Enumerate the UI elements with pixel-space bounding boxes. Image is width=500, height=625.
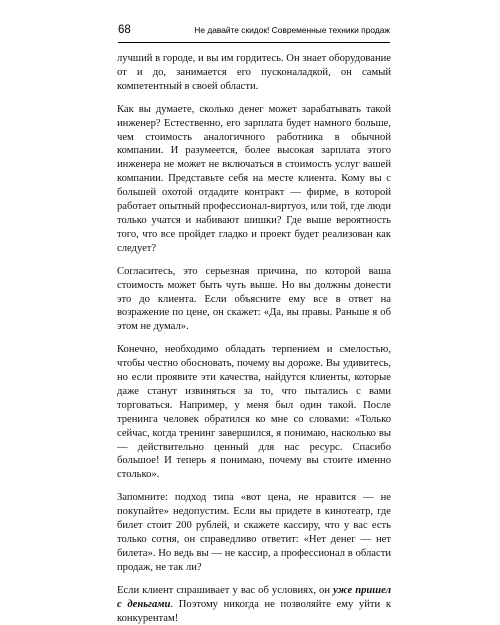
running-title: Не давайте скидок! Современные техники продаж xyxy=(194,25,390,35)
running-header xyxy=(118,20,390,43)
paragraph: Как вы думаете, сколько денег может зарабатывать такой инженер? Естественно, его зарплата будет намного больше, чем стоимость аналогичного работника в обычной компании. И разумеется, более высокая зарплата этого инженера не может не включаться в стоимость услуг вашей компании. Представьте себя на месте клиента. Кому вы с большей охотой отдадите контракт — фирме, в которой работает опытный профессионал-виртуоз, или той, где люди только учатся и набивают шишки? Где выше вероятность того, что все пройдет гладко и проект будет реализован как следует? xyxy=(117,103,391,254)
emphasis-text: уже пришел с деньгами xyxy=(117,584,392,610)
body-text xyxy=(117,52,391,625)
paragraph: Согласитесь, это серьезная причина, по которой ваша стоимость может быть чуть выше. Но вы должны донести это до клиента. Если объясните ему все в ответ на возражение по цене, он скажет: «Да, вы правы. Раньше я об этом не думал». xyxy=(117,265,391,333)
paragraph-text: Если клиент спрашивает у вас об условиях, он xyxy=(117,584,334,596)
page-number: 68 xyxy=(118,24,131,36)
paragraph: Запомните: подход типа «вот цена, не нравится — не покупайте» недопустим. Если вы придете в кинотеатр, где билет стоит 200 рублей, и скажете кассиру, что у вас есть только сотня, он справедливо ответит: «Нет денег — нет билета». Но ведь вы — не кассир, а профессионал в области продаж, не так ли? xyxy=(117,492,391,573)
paragraph-text: . Поэтому никогда не позволяйте ему уйти к конкурентам! xyxy=(117,598,392,624)
paragraph: лучший в городе, и вы им гордитесь. Он знает оборудование от и до, занимается его пусконаладкой, он самый компетентный в своей области. xyxy=(117,53,391,92)
paragraph xyxy=(117,584,391,625)
paragraph: Конечно, необходимо обладать терпением и смелостью, чтобы честно обосновать, почему вы дороже. Вы удивитесь, но если проявите эти качества, найдутся клиенты, которые даже станут извиняться за то, что пытались с вами торговаться. Например, у меня был один такой. После тренинга человек обратился ко мне со словами: «Только сейчас, когда тренинг завершился, я понимаю, насколько вы — действительно ценный для нас ресурс. Спасибо большое! И теперь я понимаю, почему вы стоите именно столько». xyxy=(117,344,391,481)
